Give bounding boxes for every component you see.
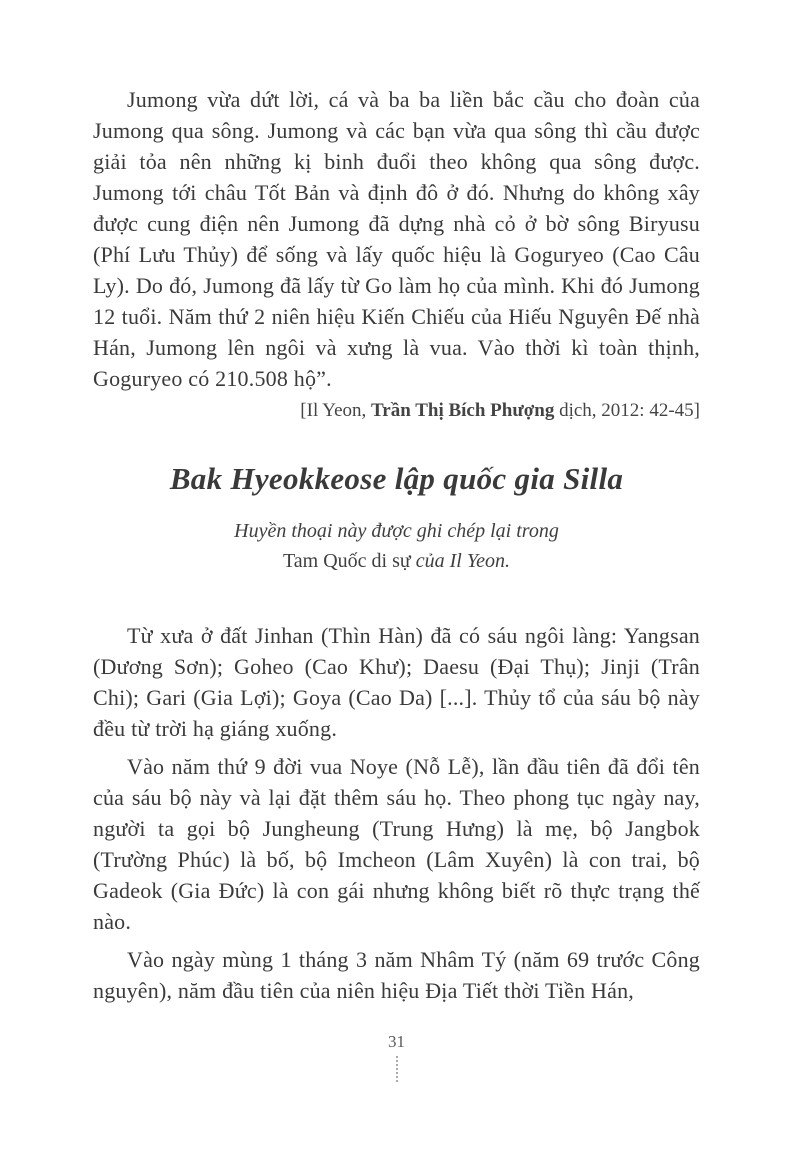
paragraph-nham-ty-year: Vào ngày mùng 1 tháng 3 năm Nhâm Tý (năm 69 trước Công nguyên), năm đầu tiên của niên hiệu Địa Tiết thời Tiền Hán, [93,947,700,1003]
subtitle-book-title: Tam Quốc di sự [282,550,411,572]
paragraph-jinhan-villages: Từ xưa ở đất Jinhan (Thìn Hàn) đã có sáu ngôi làng: Yangsan (Dương Sơn); Goheo (Cao Khư); Daesu (Đại Thụ); Jinji (Trân Chi); Gari (Gia Lợi); Goya (Cao Da) [...]. Thủy tổ của sáu bộ này đều từ trời hạ giáng xuống. [93,623,700,741]
dotted-binding-mark [396,1056,398,1082]
page-number: 31 [388,1032,405,1051]
paragraph-noye-six-clans: Vào năm thứ 9 đời vua Noye (Nỗ Lễ), lần đầu tiên đã đổi tên của sáu bộ này và lại đặt thêm sáu họ. Theo phong tục ngày nay, người ta gọi bộ Jungheung (Trung Hưng) là mẹ, bộ Jangbok (Trường Phúc) là bố, bộ Imcheon (Lâm Xuyên) là con trai, bộ Gadeok (Gia Đức) là con gái nhưng không biết rõ thực trạng thế nào. [93,754,700,934]
subtitle-line-2 [93,546,700,576]
subtitle-author: của Il Yeon. [415,550,511,572]
subtitle-line-1: Huyền thoại này được ghi chép lại trong [234,520,559,542]
citation-line [93,398,700,424]
paragraph-jumong-goguryeo: Jumong vừa dứt lời, cá và ba ba liền bắc cầu cho đoàn của Jumong qua sông. Jumong và các bạn vừa qua sông thì cầu được giải tỏa nên những kị binh đuổi theo không qua sông được. Jumong tới châu Tốt Bản và định đô ở đó. Nhưng do không xây được cung điện nên Jumong đã dựng nhà cỏ ở bờ sông Biryusu (Phí Lưu Thủy) để sống và lấy quốc hiệu là Goguryeo (Cao Câu Ly). Do đó, Jumong đã lấy từ Go làm họ của mình. Khi đó Jumong 12 tuổi. Năm thứ 2 niên hiệu Kiến Chiếu của Hiếu Nguyên Đế nhà Hán, Jumong lên ngôi và xưng là vua. Vào thời kì toàn thịnh, Goguryeo có 210.508 hộ”. [93,87,700,391]
citation-suffix: dịch, 2012: 42-45] [554,400,700,421]
citation-prefix: [Il Yeon, [300,400,372,421]
section-title: Bak Hyeokkeose lập quốc gia Silla [169,461,624,496]
citation-translator: Trần Thị Bích Phượng [371,400,555,421]
section-subtitle [93,516,700,576]
page-content [93,84,700,1006]
page-footer [93,1032,700,1082]
